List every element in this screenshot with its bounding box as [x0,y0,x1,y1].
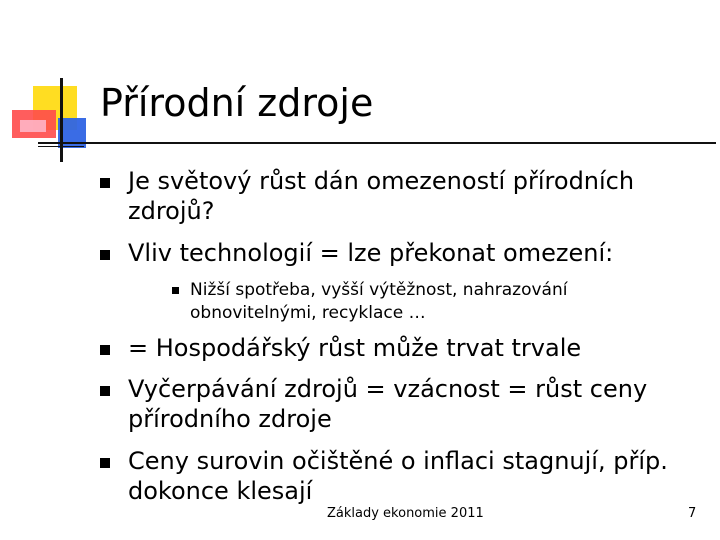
bullet-item-3 [128,333,581,363]
bullet-text: = Hospodářský růst může trvat trvale [128,334,582,362]
sub-bullet-text: Nižší spotřeba, vyšší výtěžnost, nahrazování [190,280,568,300]
bullet-marker [100,345,110,355]
bullet-marker [100,178,110,188]
bullet-item-4 [128,374,647,434]
bullet-text: dokonce klesají [128,477,313,505]
bullet-item-2 [128,238,613,268]
sub-bullet-item [190,279,567,325]
sub-bullet-text: obnovitelnými, recyklace … [190,303,426,323]
bullet-item-1 [128,166,634,226]
slide-number: 7 [688,506,697,521]
bullet-text: přírodního zdroje [128,405,332,433]
bullet-item-5 [128,446,668,506]
bullet-text: Vyčerpávání zdrojů = vzácnost = růst ceny [128,375,648,403]
bullet-marker [100,386,110,396]
slide-title: Přírodní zdroje [100,81,374,125]
bullet-text: zdrojů? [128,197,215,225]
footer-course-title: Základy ekonomie 2011 [327,506,484,521]
bullet-marker [100,250,110,260]
bullet-text: Je světový růst dán omezeností přírodních [128,167,635,195]
bullet-text: Vliv technologií = lze překonat omezení: [128,239,614,267]
sub-bullet-marker [172,287,179,294]
bullet-text: Ceny surovin očištěné o inflaci stagnují, příp. [128,447,668,475]
bullet-marker [100,458,110,468]
